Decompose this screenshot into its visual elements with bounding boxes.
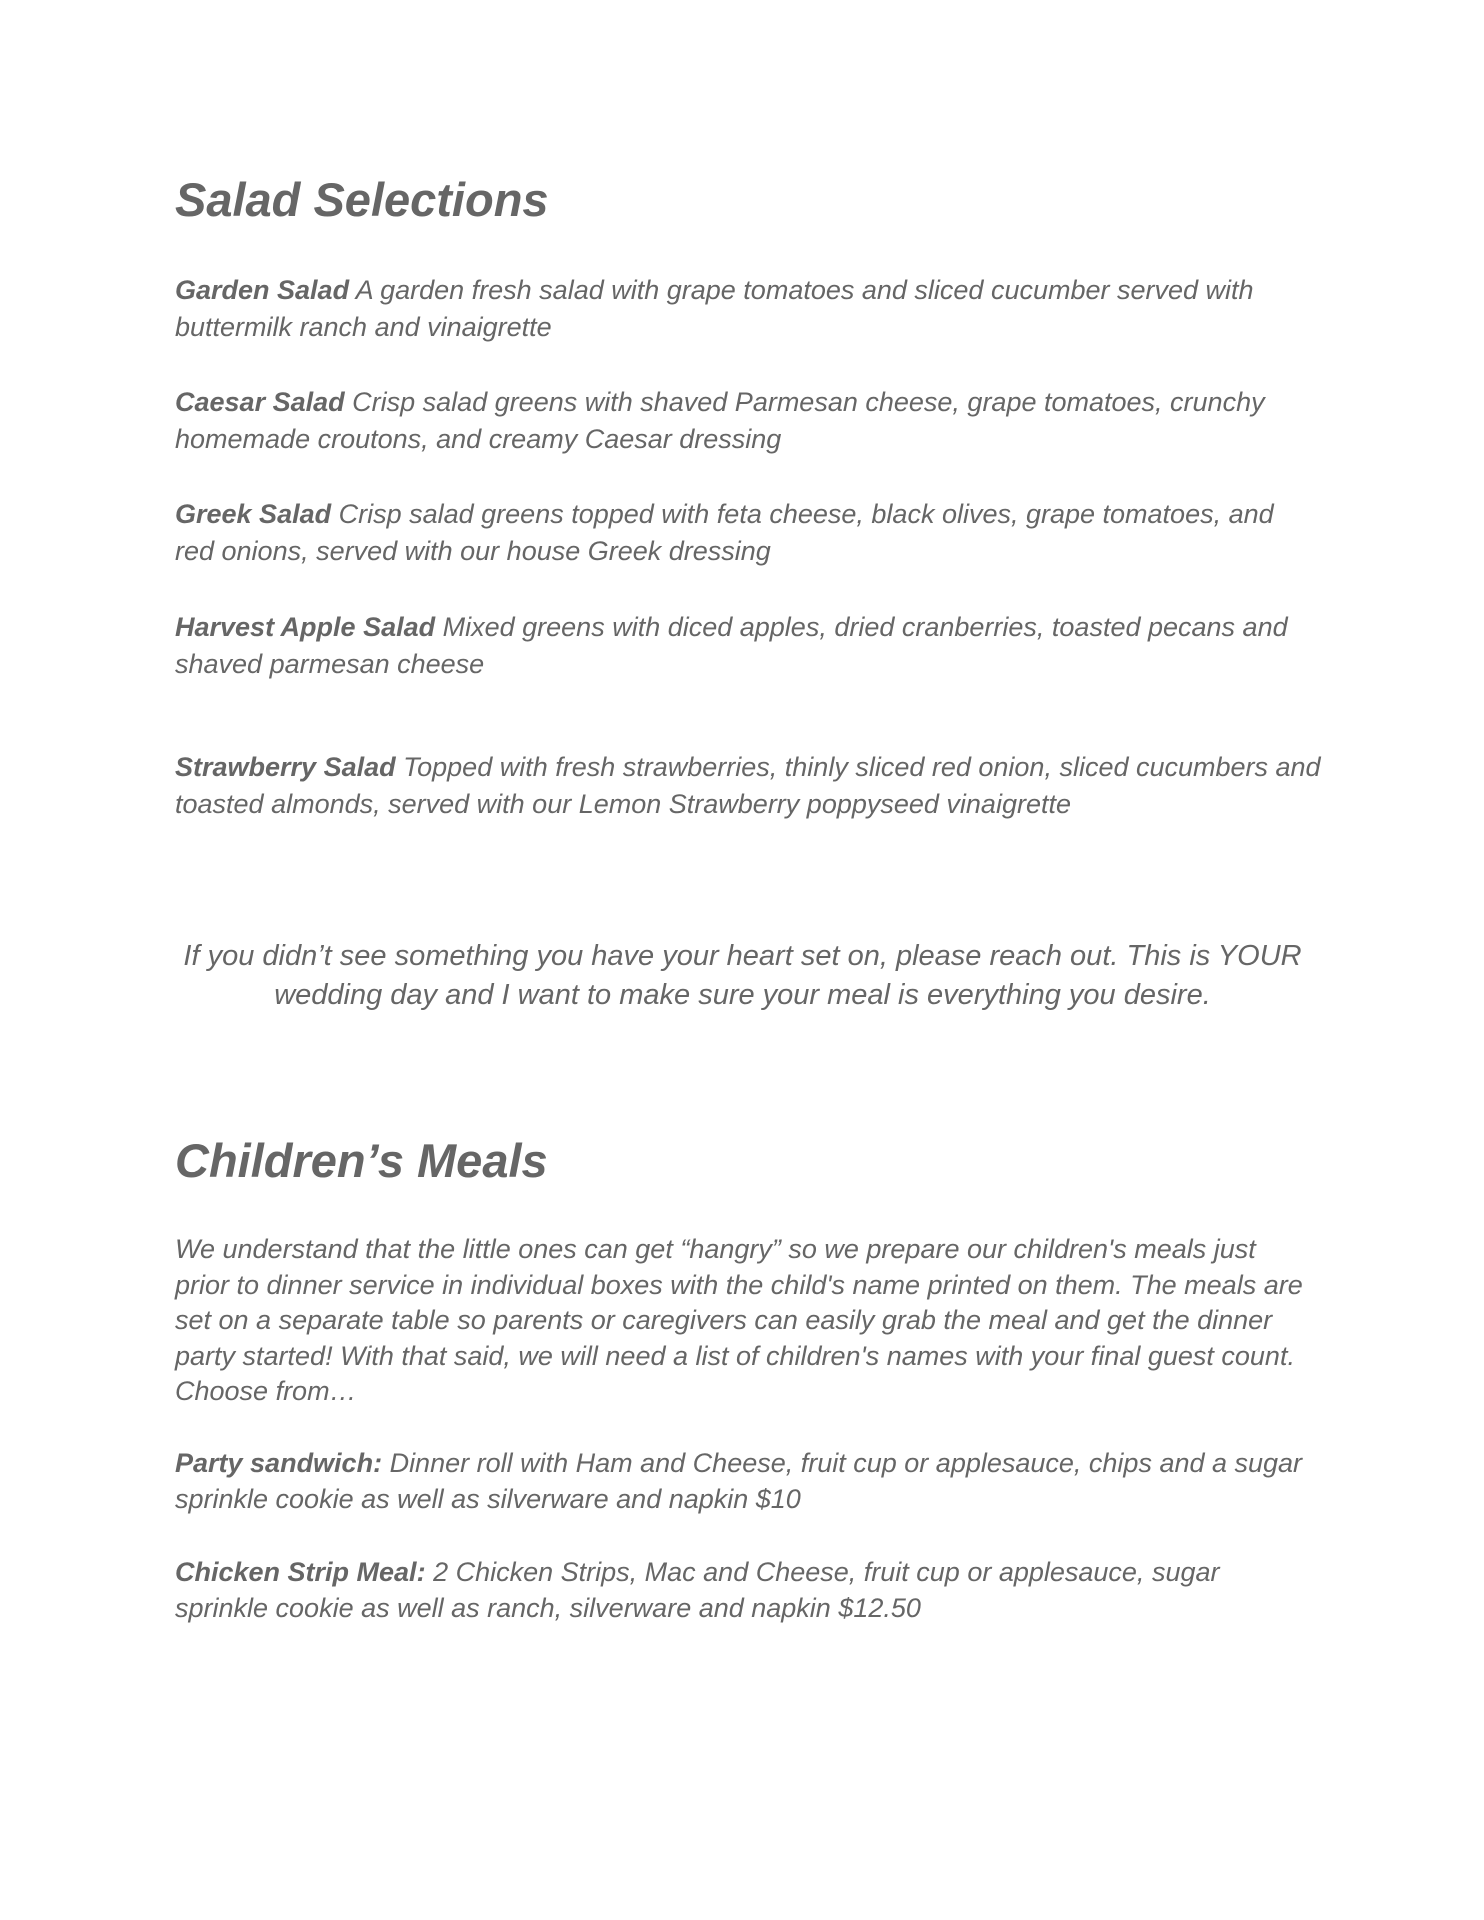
menu-item-greek-salad [175, 496, 1320, 570]
menu-item-chicken-strip-meal [175, 1555, 1265, 1626]
item-desc: 2 Chicken Strips, Mac and Cheese, fruit cup or applesauce, sugar sprinkle cookie as well as ranch, silverware and napkin $12.50 [175, 1557, 1220, 1623]
item-desc: Mixed greens with diced apples, dried cranberries, toasted pecans and shaved parmesan cheese [175, 612, 1288, 679]
item-name: Strawberry Salad [175, 752, 396, 782]
childrens-meals-heading: Children’s Meals [175, 1134, 548, 1187]
item-name: Caesar Salad [175, 387, 345, 417]
item-name: Greek Salad [175, 499, 332, 529]
item-desc: Dinner roll with Ham and Cheese, fruit cup or applesauce, chips and a sugar sprinkle cookie as well as silverware and napkin $10 [175, 1448, 1303, 1514]
childrens-meals-intro: We understand that the little ones can get “hangry” so we prepare our children's meals just prior to dinner service in individual boxes with the child's name printed on them. The meals are set on a separate table so parents or caregivers can easily grab the meal and get the dinner party started! With that said, we will need a list of children's names with your final guest count. Choose from… [175, 1234, 1303, 1406]
item-name: Chicken Strip Meal: [175, 1557, 426, 1587]
item-desc: Topped with fresh strawberries, thinly sliced red onion, sliced cucumbers and toasted almonds, served with our Lemon Strawberry poppyseed vinaigrette [175, 752, 1321, 819]
menu-item-strawberry-salad [175, 749, 1325, 823]
menu-item-garden-salad [175, 272, 1310, 346]
menu-item-party-sandwich [175, 1446, 1315, 1517]
item-name: Garden Salad [175, 275, 350, 305]
custom-request-note: If you didn’t see something you have your heart set on, please reach out. This is YOUR wedding day and I want to make sure your meal is everything you desire. [183, 940, 1302, 1011]
menu-item-harvest-apple-salad [175, 609, 1295, 683]
item-desc: A garden fresh salad with grape tomatoes and sliced cucumber served with buttermilk ranch and vinaigrette [175, 275, 1254, 342]
item-desc: Crisp salad greens with shaved Parmesan cheese, grape tomatoes, crunchy homemade croutons, and creamy Caesar dressing [175, 387, 1265, 454]
salad-selections-heading: Salad Selections [175, 173, 549, 226]
item-desc: Crisp salad greens topped with feta cheese, black olives, grape tomatoes, and red onions, served with our house Greek dressing [175, 499, 1274, 566]
item-name: Party sandwich: [175, 1448, 383, 1478]
item-name: Harvest Apple Salad [175, 612, 436, 642]
menu-item-caesar-salad [175, 384, 1320, 458]
